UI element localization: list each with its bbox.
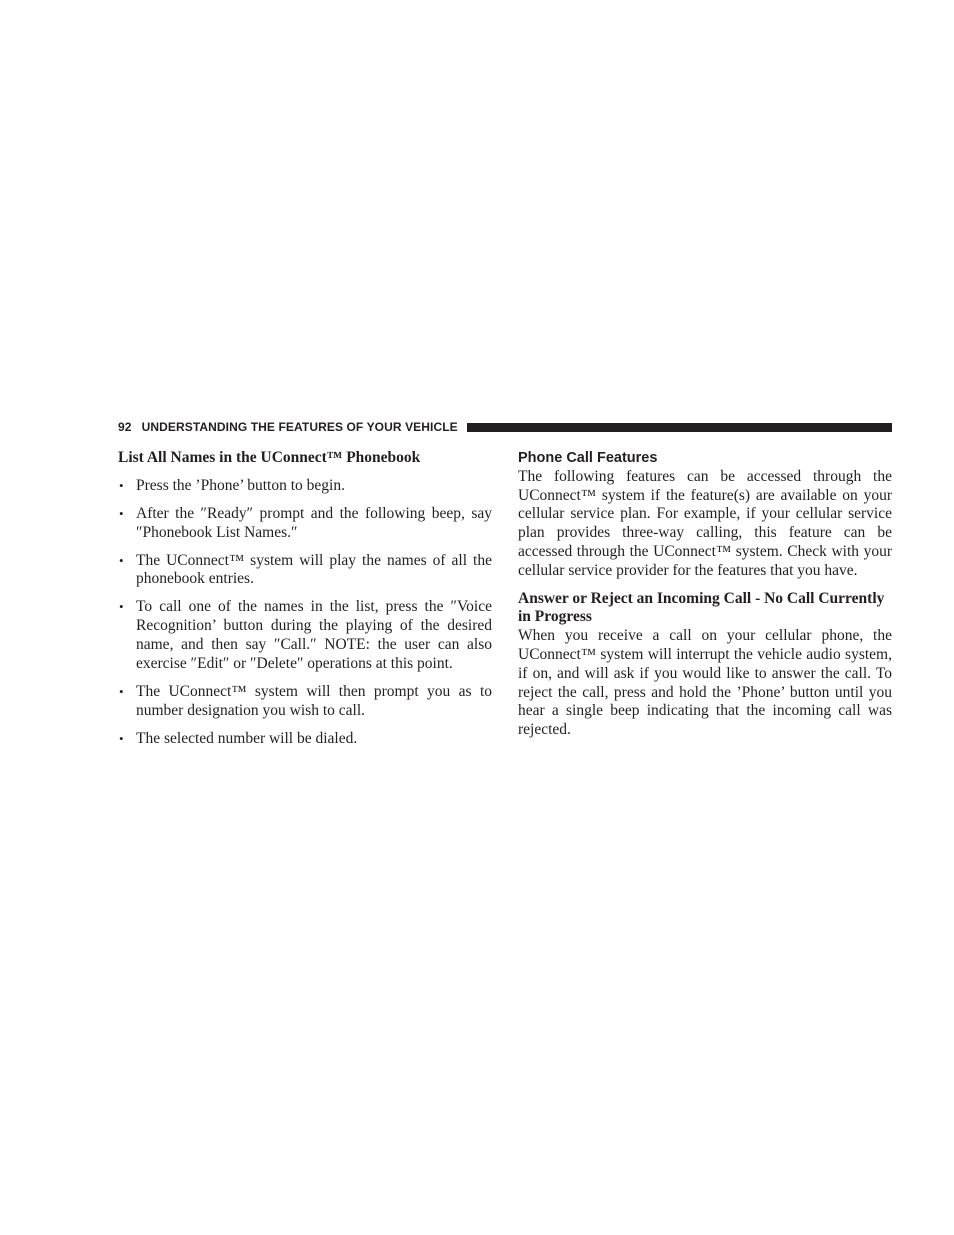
section-heading-answer-reject: Answer or Reject an Incoming Call - No Call Currently in Progress — [518, 589, 885, 626]
list-item: • After the ″Ready″ prompt and the following beep, say ″Phonebook List Names.″ — [118, 505, 492, 543]
header-rule — [467, 423, 892, 432]
left-column — [118, 447, 492, 757]
page-number: 92 — [118, 420, 132, 434]
list-item: • Press the ’Phone’ button to begin. — [118, 477, 492, 496]
section-heading-list-all-names: List All Names in the UConnect™ Phonebook — [118, 449, 421, 466]
list-item: • To call one of the names in the list, press the ″Voice Recognition’ button during the playing of the desired name, and then say ″Call.″ NOTE: the user can also exercise ″Edit″ or ″Delete″ operations at this point. — [118, 598, 492, 673]
chapter-title: UNDERSTANDING THE FEATURES OF YOUR VEHICLE — [141, 420, 458, 434]
section-heading-phone-call-features: Phone Call Features — [518, 450, 658, 466]
list-item: • The selected number will be dialed. — [118, 730, 492, 749]
right-column — [518, 447, 892, 740]
paragraph-answer-reject: When you receive a call on your cellular phone, the UConnect™ system will interrupt the vehicle audio system, if on, and will ask if you would like to answer the call. To reject the call, press and hold the ’Phone’ button until you hear a single beep indicating that the incoming call was rejected. — [518, 627, 892, 739]
page-header — [118, 418, 892, 436]
bullet-list — [118, 477, 492, 749]
list-item: • The UConnect™ system will then prompt you as to number designation you wish to call. — [118, 683, 492, 721]
list-item: • The UConnect™ system will play the names of all the phonebook entries. — [118, 552, 492, 590]
paragraph-features: The following features can be accessed through the UConnect™ system if the feature(s) are available on your cellular service plan. For example, if your cellular service plan provides three-way calling, this feature can be accessed through the UConnect™ system. Check with your cellular service provider for the features that you have. — [518, 467, 892, 579]
